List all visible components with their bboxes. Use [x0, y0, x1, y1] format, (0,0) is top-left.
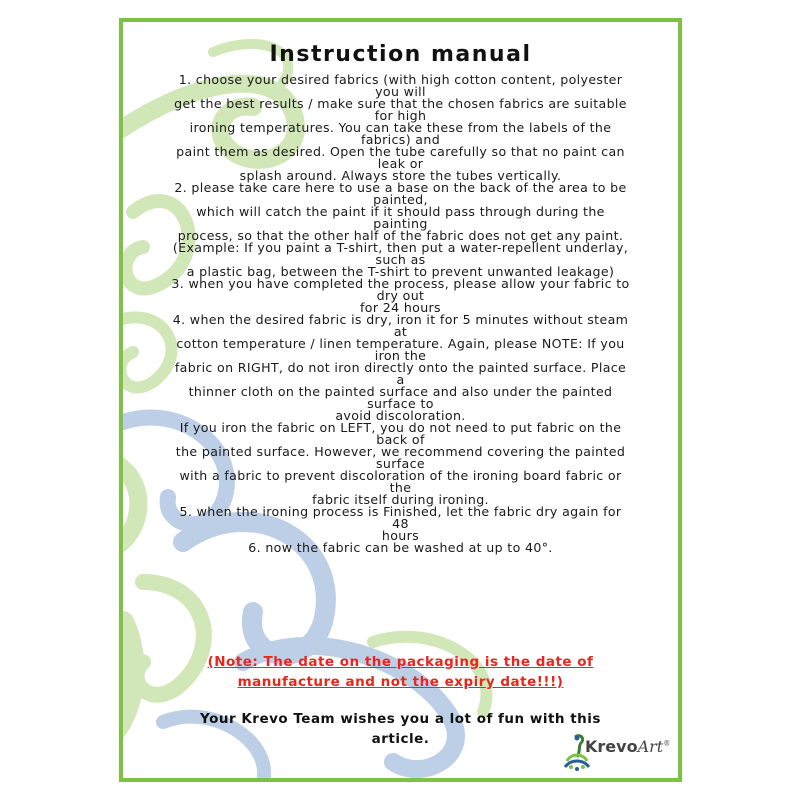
- instruction-line: avoid discoloration.: [335, 408, 466, 423]
- instruction-line: If you iron the fabric on LEFT, you do not need to put fabric on the: [179, 420, 622, 435]
- instruction-line: ironing temperatures. You can take these from the labels of the: [189, 120, 612, 135]
- instruction-line: 5. when the ironing process is Finished, let the fabric dry again for: [179, 504, 622, 519]
- expiry-note-line: (Note: The date on the packaging is the date of: [207, 654, 594, 670]
- instruction-line: 2. please take care here to use a base on the back of the area to be: [174, 180, 627, 195]
- instruction-line: leak or: [377, 156, 424, 171]
- instruction-line: get the best results / make sure that the chosen fabrics are suitable: [174, 96, 627, 111]
- instruction-line: 6. now the fabric can be washed at up to 40°.: [248, 540, 553, 555]
- logo-name: Krevo: [585, 737, 638, 756]
- logo-script: Art: [637, 737, 664, 756]
- instruction-line: surface: [376, 456, 425, 471]
- instruction-line: splash around. Always store the tubes vertically.: [239, 168, 562, 183]
- instruction-line: hours: [381, 528, 420, 543]
- instruction-line: fabrics) and: [360, 132, 441, 147]
- instruction-line: you will: [375, 84, 426, 99]
- instruction-line: painted,: [373, 192, 428, 207]
- instruction-line: back of: [376, 432, 425, 447]
- registered-mark: ®: [663, 739, 671, 748]
- instruction-line: the: [389, 480, 412, 495]
- closing-line: article.: [371, 731, 430, 747]
- instruction-line: painting: [373, 216, 428, 231]
- instruction-line: for high: [374, 108, 427, 123]
- instruction-line: the painted surface. However, we recommend covering the painted: [175, 444, 626, 459]
- instruction-card: [119, 18, 682, 782]
- logo-wordmark: [585, 737, 670, 756]
- instruction-line: such as: [375, 252, 426, 267]
- instruction-line: process, so that the other half of the fabric does not get any paint.: [177, 228, 624, 243]
- instruction-line: dry out: [376, 288, 425, 303]
- page-title: Instruction manual: [269, 42, 532, 67]
- instruction-line: at: [393, 324, 408, 339]
- instruction-line: 4. when the desired fabric is dry, iron it for 5 minutes without steam: [172, 312, 629, 327]
- instruction-line: fabric itself during ironing.: [312, 492, 489, 507]
- krevo-art-logo: [561, 731, 671, 773]
- instruction-line: a: [396, 372, 405, 387]
- instruction-line: with a fabric to prevent discoloration of the ironing board fabric or: [179, 468, 622, 483]
- instructions-body: [137, 74, 664, 554]
- closing-line: Your Krevo Team wishes you a lot of fun with this: [200, 711, 601, 727]
- instruction-line: iron the: [374, 348, 427, 363]
- instruction-line: a plastic bag, between the T-shirt to prevent unwanted leakage): [186, 264, 615, 279]
- instruction-line: cotton temperature / linen temperature. Again, please NOTE: If you: [176, 336, 625, 351]
- instruction-line: fabric on RIGHT, do not iron directly onto the painted surface. Place: [174, 360, 627, 375]
- expiry-note-line: manufacture and not the expiry date!!!): [237, 674, 564, 690]
- instruction-line: paint them as desired. Open the tube carefully so that no paint can: [176, 144, 625, 159]
- instruction-line: for 24 hours: [360, 300, 441, 315]
- expiry-note: [123, 652, 678, 692]
- instruction-line: surface to: [367, 396, 434, 411]
- instruction-line: (Example: If you paint a T-shirt, then put a water-repellent underlay,: [172, 240, 629, 255]
- instruction-line: 48: [392, 516, 409, 531]
- instruction-line: thinner cloth on the painted surface and also under the painted: [188, 384, 613, 399]
- instruction-line: 1. choose your desired fabrics (with high cotton content, polyester: [178, 72, 623, 87]
- instruction-line: 3. when you have completed the process, please allow your fabric to: [171, 276, 630, 291]
- instruction-line: which will catch the paint if it should pass through during the: [196, 204, 605, 219]
